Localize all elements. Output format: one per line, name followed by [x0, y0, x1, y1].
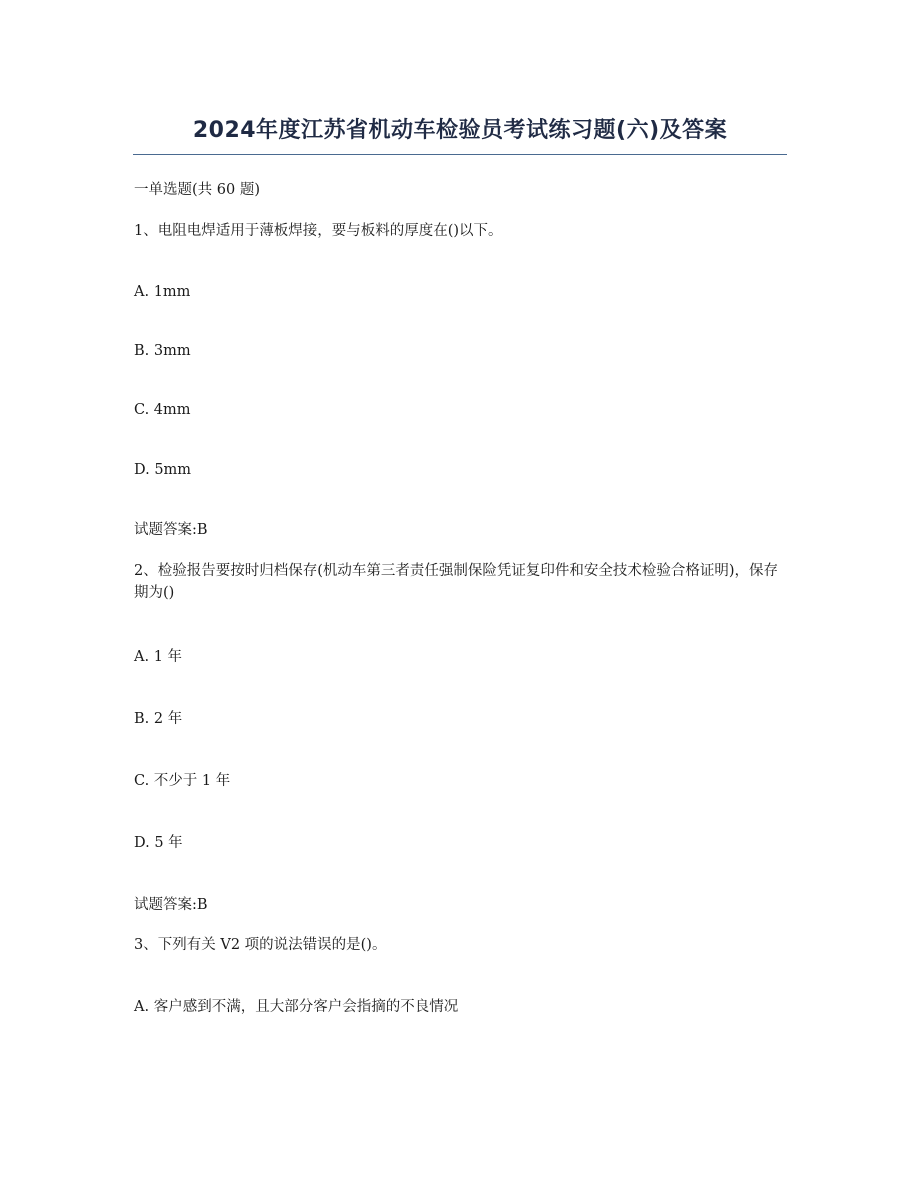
document-title: 2024年度江苏省机动车检验员考试练习题(六)及答案 [192, 118, 728, 143]
question-1-option-b: B. 3mm [134, 343, 191, 359]
question-1-answer: 试题答案:B [134, 522, 208, 538]
question-3-option-a: A. 客户感到不满，且大部分客户会指摘的不良情况 [134, 999, 459, 1015]
question-1-option-c: C. 4mm [134, 402, 191, 418]
question-2-text: 检验报告要按时归档保存(机动车第三者责任强制保险凭证复印件和安全技术检验合格证明)，保存期为() [134, 563, 779, 601]
title-underline [133, 154, 787, 155]
question-2-option-b: B. 2 年 [134, 711, 183, 727]
question-2-option-a: A. 1 年 [134, 649, 183, 665]
question-2 [134, 560, 784, 604]
question-3-text: 下列有关 V2 项的说法错误的是()。 [157, 937, 387, 953]
question-1-text: 电阻电焊适用于薄板焊接，要与板料的厚度在()以下。 [157, 223, 503, 239]
question-2-answer: 试题答案:B [134, 897, 208, 913]
question-3 [134, 934, 784, 956]
question-2-option-c: C. 不少于 1 年 [134, 773, 231, 789]
question-2-number: 2、 [134, 563, 158, 579]
question-1 [134, 220, 784, 242]
section-header: 一单选题(共 60 题) [134, 182, 260, 198]
question-1-option-a: A. 1mm [134, 284, 191, 300]
question-1-number: 1、 [134, 223, 158, 239]
question-3-number: 3、 [134, 937, 158, 953]
question-2-option-d: D. 5 年 [134, 835, 183, 851]
question-1-option-d: D. 5mm [134, 462, 192, 478]
